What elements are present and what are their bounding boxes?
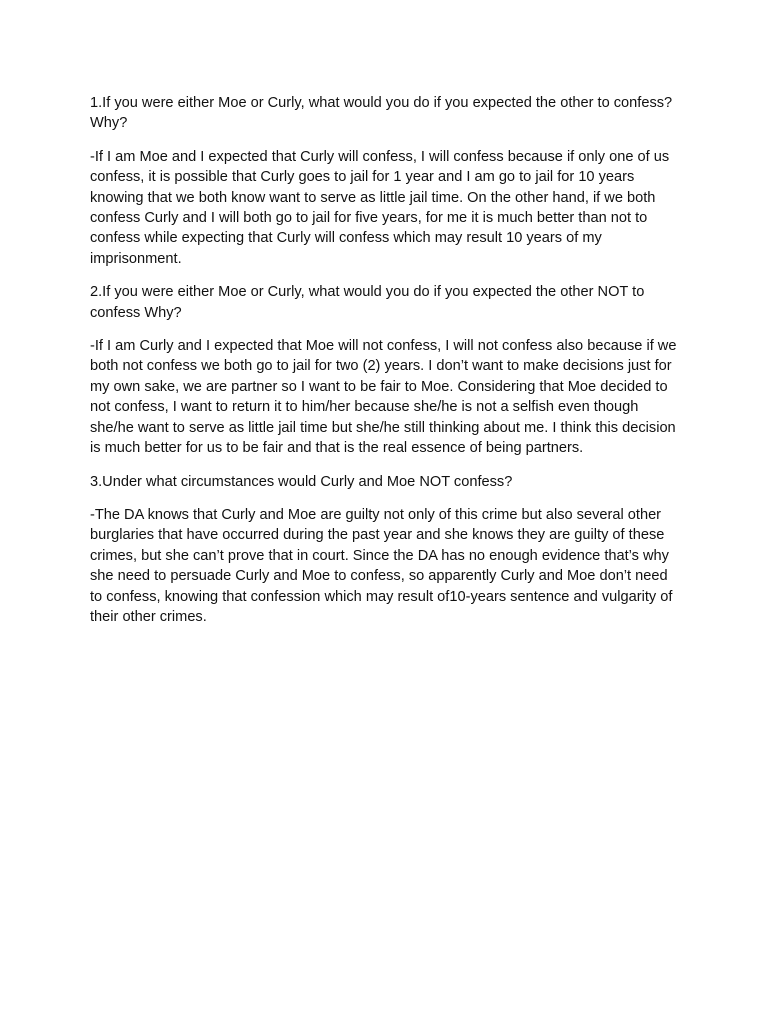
answer-3: -The DA knows that Curly and Moe are guilty not only of this crime but also several other burglaries that have occurred during the past year and she knows they are guilty of these crimes, but she can’t prove that in court. Since the DA has no enough evidence that’s why she need to persuade Curly and Moe to confess, so apparently Curly and Moe don’t need to confess, knowing that confession which may result of10-years sentence and vulgarity of their other crimes. — [90, 506, 673, 625]
document-body — [90, 93, 680, 640]
answer-1: -If I am Moe and I expected that Curly will confess, I will confess because if only one of us confess, it is possible that Curly goes to jail for 1 year and I am go to jail for 10 years knowing that we both know want to serve as little jail time. On the other hand, if we both confess Curly and I will both go to jail for five years, for me it is much better than not to confess while expecting that Curly will confess which may result 10 years of my imprisonment. — [90, 148, 670, 267]
question-3: 3.Under what circumstances would Curly and Moe NOT confess? — [90, 473, 513, 490]
answer-2: -If I am Curly and I expected that Moe will not confess, I will not confess also because if we both not confess we both go to jail for two (2) years. I don’t want to make decisions just for my own sake, we are partner so I want to be fair to Moe. Considering that Moe decided to not confess, I want to return it to him/her because she/he is not a selfish even though she/he want to serve as little jail time but she/he still thinking about me. I think this decision is much better for us to be fair and that is the real essence of being partners. — [90, 338, 677, 457]
question-1: 1.If you were either Moe or Curly, what would you do if you expected the other to confess? Why? — [90, 95, 673, 132]
question-2: 2.If you were either Moe or Curly, what would you do if you expected the other NOT to confess Why? — [90, 284, 645, 321]
